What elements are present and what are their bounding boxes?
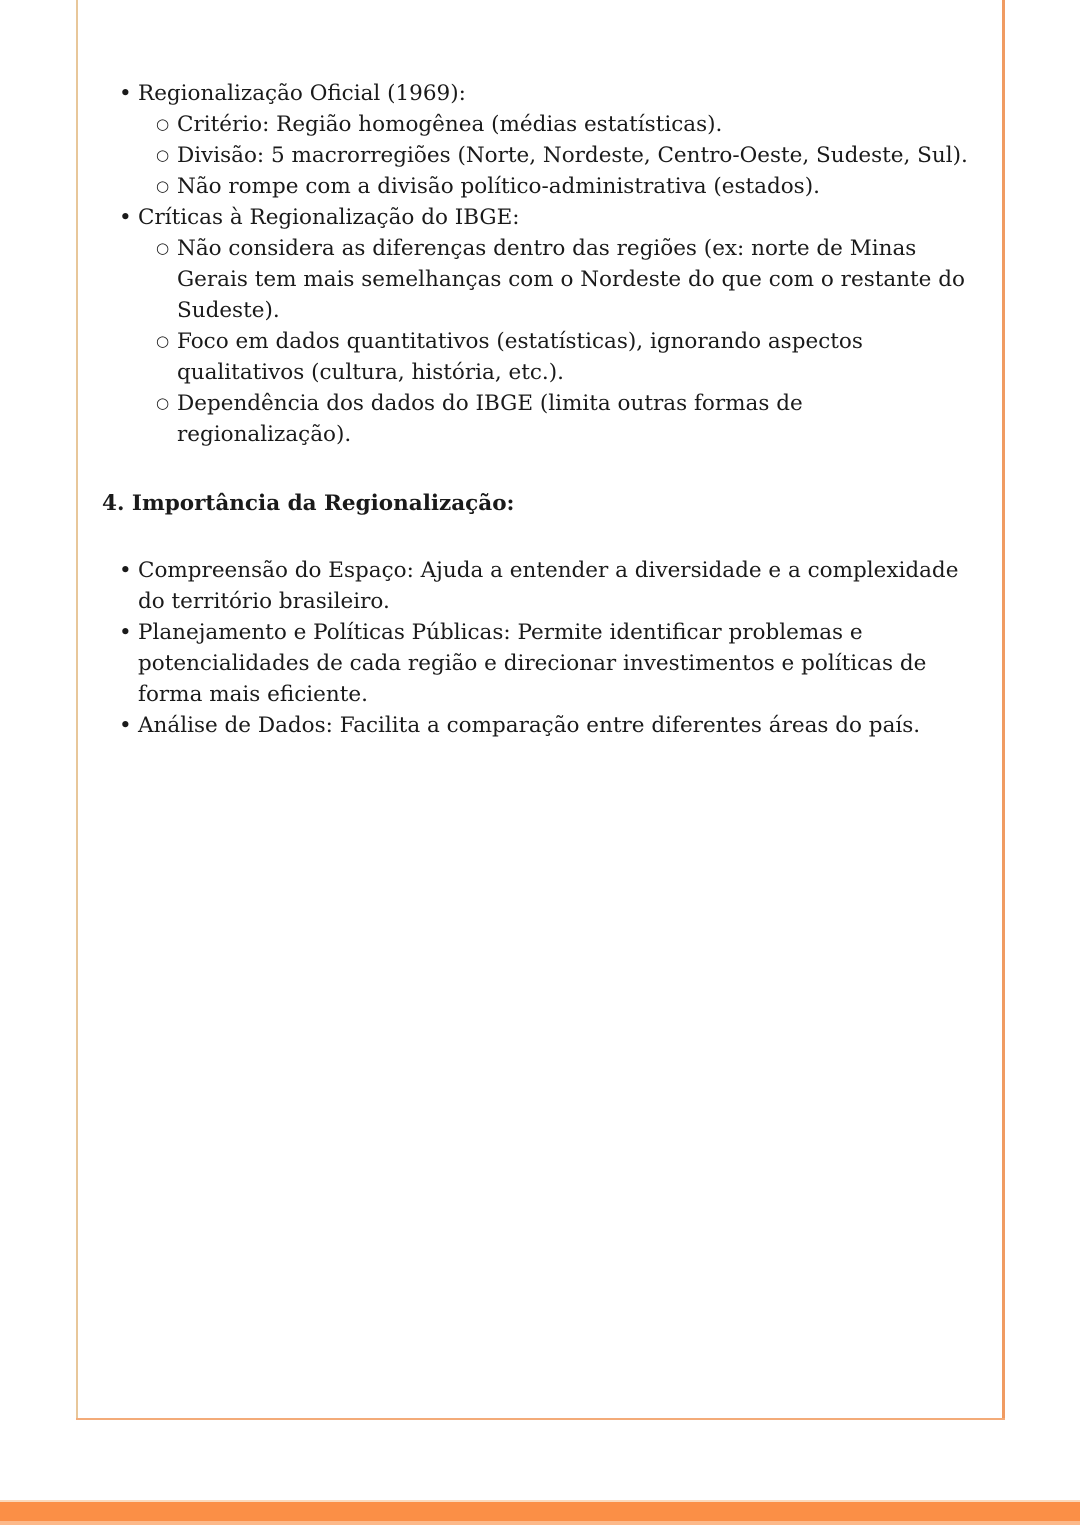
spacer <box>102 519 980 555</box>
bullet-hollow-icon: ○ <box>156 239 170 257</box>
bullet-hollow-icon: ○ <box>156 146 170 164</box>
bullet-filled-icon: • <box>119 81 132 106</box>
list-item-text: Críticas à Regionalização do IBGE: <box>138 205 520 230</box>
bullet-hollow-icon: ○ <box>156 115 170 133</box>
footer-bar-shadow <box>0 1521 1080 1525</box>
list-item <box>140 388 980 450</box>
list-item <box>102 78 980 109</box>
bullet-list-regionalizacao <box>102 78 980 450</box>
list-item <box>140 326 980 388</box>
list-item-text: Planejamento e Políticas Públicas: Permite identificar problemas e potencialidades de cada região e direcionar investimentos e políticas de forma mais eficiente. <box>138 620 927 707</box>
bullet-filled-icon: • <box>119 620 132 645</box>
list-item-text: Compreensão do Espaço: Ajuda a entender a diversidade e a complexidade do território brasileiro. <box>138 558 959 614</box>
bullet-hollow-icon: ○ <box>156 394 170 412</box>
page-frame-bottom-rule <box>76 1418 1005 1420</box>
bullet-hollow-icon: ○ <box>156 177 170 195</box>
list-item <box>102 617 980 710</box>
bullet-filled-icon: • <box>119 713 132 738</box>
spacer <box>102 450 980 488</box>
list-item <box>140 171 980 202</box>
bullet-sublist-oficial <box>140 109 980 202</box>
list-item <box>102 202 980 233</box>
list-item <box>140 109 980 140</box>
bullet-filled-icon: • <box>119 558 132 583</box>
list-item <box>102 555 980 617</box>
list-item <box>140 140 980 171</box>
list-item <box>140 233 980 326</box>
list-item-text: Não considera as diferenças dentro das regiões (ex: norte de Minas Gerais tem mais semelhanças com o Nordeste do que com o restante do Sudeste). <box>177 236 965 323</box>
bullet-sublist-criticas <box>140 233 980 450</box>
list-item <box>102 710 980 741</box>
bullet-list-importancia <box>102 555 980 741</box>
list-item-text: Foco em dados quantitativos (estatísticas), ignorando aspectos qualitativos (cultura, história, etc.). <box>177 329 863 385</box>
bullet-hollow-icon: ○ <box>156 332 170 350</box>
list-item-text: Análise de Dados: Facilita a comparação entre diferentes áreas do país. <box>138 713 921 738</box>
bullet-filled-icon: • <box>119 205 132 230</box>
page-frame-right-rule <box>1002 0 1005 1420</box>
document-content <box>76 0 1002 1418</box>
list-item-text: Dependência dos dados do IBGE (limita outras formas de regionalização). <box>177 391 803 447</box>
list-item-text: Regionalização Oficial (1969): <box>138 81 466 106</box>
list-item-text: Critério: Região homogênea (médias estatísticas). <box>177 112 723 137</box>
section-heading: 4. Importância da Regionalização: <box>102 491 515 516</box>
list-item-text: Divisão: 5 macrorregiões (Norte, Nordeste, Centro-Oeste, Sudeste, Sul). <box>177 143 968 168</box>
list-item-text: Não rompe com a divisão político-administrativa (estados). <box>177 174 820 199</box>
